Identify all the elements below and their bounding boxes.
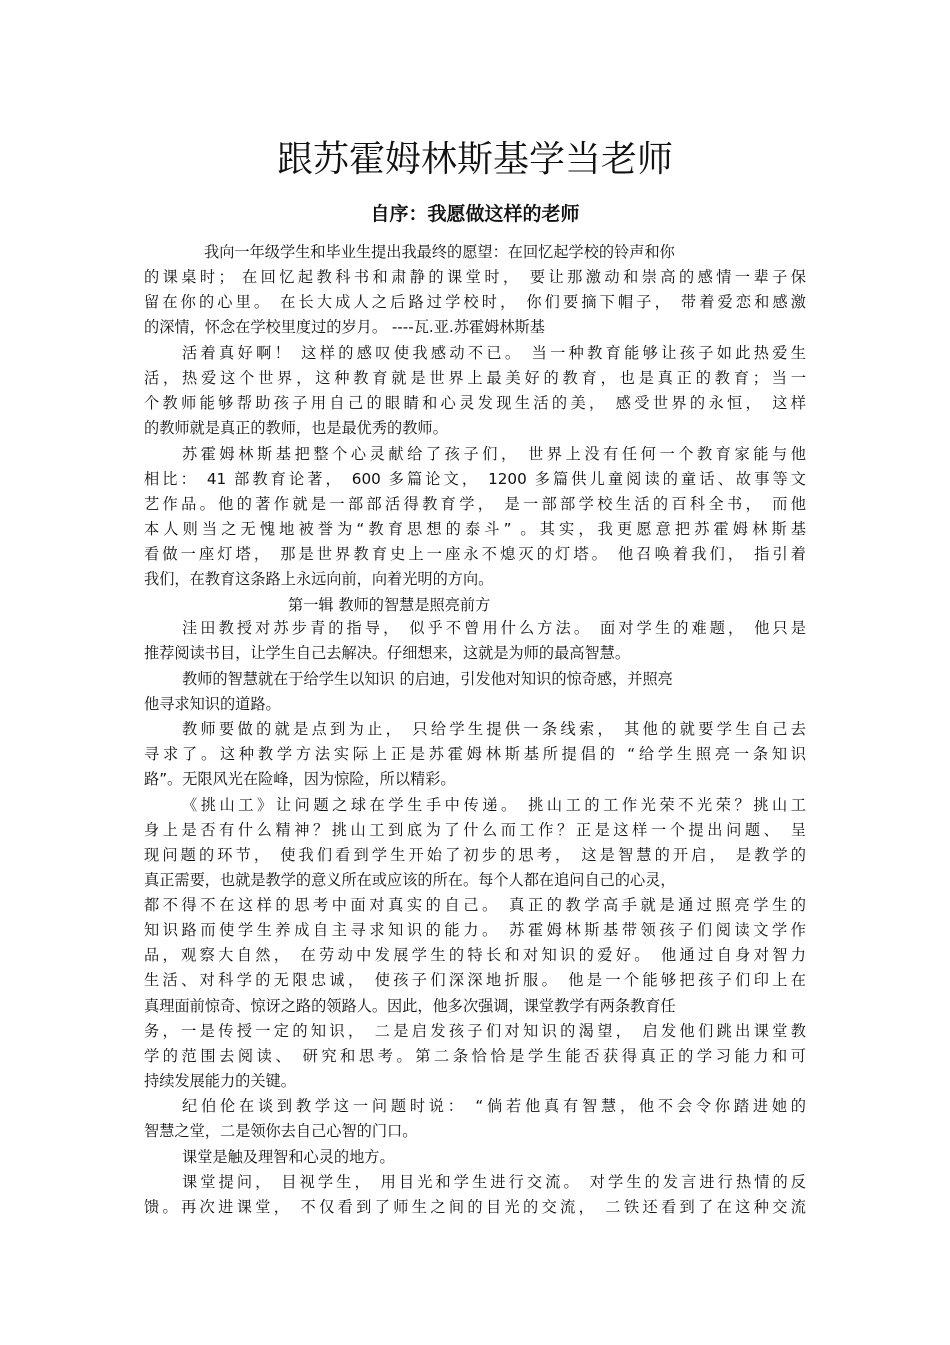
text-line: 活，热爱这个世界，这种教育就是世界上最美好的教育，也是真正的教育；当一 [144, 369, 806, 387]
text-line: 苏霍姆林斯基把整个心灵献给了孩子们， 世界上没有任何一个教育家能与他 [182, 445, 806, 463]
text-line: 他寻求知识的道路。 [144, 695, 281, 713]
text-line: 真理面前惊奇、惊讶之路的领路人。因此，他多次强调，课堂教学有两条教育任 [144, 997, 676, 1015]
text-line: 相比： 41 部教育论著， 600 多篇论文， 1200 多篇供儿童阅读的童话、故事等文 [144, 470, 806, 488]
text-line: 的课桌时； 在回忆起教科书和肃静的课堂时， 要让那激动和崇高的感情一辈子保 [144, 268, 806, 286]
text-line: 留在你的心里。 在长大成人之后路过学校时， 你们要摘下帽子， 带着爱恋和感激 [144, 293, 806, 311]
text-line: 路”。无限风光在险峰，因为惊险，所以精彩。 [144, 770, 456, 788]
text-line: 寻求了。这种教学方法实际上正是苏霍姆林斯基所提倡的 “给学生照亮一条知识 [144, 745, 806, 763]
document-subtitle: 自序：我愿做这样的老师 [370, 203, 580, 225]
text-line: 个教师能够帮助孩子用自己的眼睛和心灵发现生活的美， 感受世界的永恒， 这样 [144, 394, 806, 412]
text-line: 洼田教授对苏步青的指导， 似乎不曾用什么方法。 面对学生的难题， 他只是 [182, 619, 806, 637]
text-line: 真正需要，也就是教学的意义所在或应该的所在。每个人都在追问自己的心灵， [144, 871, 676, 889]
text-line: 课堂提问， 目视学生， 用目光和学生进行交流。 对学生的发言进行热情的反 [182, 1173, 806, 1191]
text-line: 身上是否有什么精神？挑山工到底为了什么而工作？正是这样一个提出问题、 呈 [144, 821, 806, 839]
text-line: 生活、对科学的无限忠诚， 使孩子们深深地折服。 他是一个能够把孩子们印上在 [144, 971, 806, 989]
text-line: 《挑山工》让问题之球在学生手中传递。 挑山工的工作光荣不光荣？挑山工 [182, 796, 806, 814]
text-line: 的教师就是真正的教师，也是最优秀的教师。 [144, 419, 448, 437]
text-line: 的深情，怀念在学校里度过的岁月。 ----瓦.亚.苏霍姆林斯基 [144, 318, 545, 336]
text-line: 务，一是传授一定的知识， 二是启发孩子们对知识的渴望， 启发他们跳出课堂教 [144, 1022, 806, 1040]
text-line: 现问题的环节， 使我们看到学生开始了初步的思考， 这是智慧的开启， 是教学的 [144, 846, 806, 864]
text-line: 教师的智慧就在于给学生以知识 的启迪，引发他对知识的惊奇感，并照亮 [182, 670, 673, 688]
text-line: 都不得不在这样的思考中面对真实的自己。 真正的教学高手就是通过照亮学生的 [144, 896, 806, 914]
text-line: 艺作品。他的著作就是一部部活得教育学， 是一部部学校生活的百科全书， 而他 [144, 495, 806, 513]
text-line: 我向一年级学生和毕业生提出我最终的愿望：在回忆起学校的铃声和你 [204, 243, 675, 261]
text-line: 品，观察大自然， 在劳动中发展学生的特长和对知识的爱好。 他通过自身对智力 [144, 946, 806, 964]
text-line: 智慧之堂，二是领你去自己心智的门口。 [144, 1122, 418, 1140]
document-title: 跟苏霍姆林斯基学当老师 [276, 139, 673, 180]
text-line: 课堂是触及理智和心灵的地方。 [182, 1148, 395, 1166]
text-line: 持续发展能力的关键。 [144, 1072, 296, 1090]
section-heading: 第一辑 教师的智慧是照亮前方 [288, 596, 491, 614]
text-line: 我们，在教育这条路上永远向前，向着光明的方向。 [144, 570, 494, 588]
text-line: 馈。再次进课堂， 不仅看到了师生之间的目光的交流， 二铁还看到了在这种交流 [144, 1198, 806, 1216]
text-line: 纪伯伦在谈到教学这一问题时说： “倘若他真有智慧，他不会令你踏进她的 [182, 1097, 806, 1115]
text-line: 学的范围去阅读、 研究和思考。第二条恰恰是学生能否获得真正的学习能力和可 [144, 1047, 806, 1065]
text-line: 本人则当之无愧地被誉为“教育思想的泰斗” 。其实，我更愿意把苏霍姆林斯基 [144, 520, 806, 538]
text-line: 知识路而使学生养成自主寻求知识的能力。 苏霍姆林斯基带领孩子们阅读文学作 [144, 921, 806, 939]
text-line: 教师要做的就是点到为止， 只给学生提供一条线索， 其他的就要学生自己去 [182, 720, 806, 738]
text-line: 看做一座灯塔， 那是世界教育史上一座永不熄灭的灯塔。 他召唤着我们， 指引着 [144, 545, 806, 563]
text-line: 推荐阅读书目，让学生自己去解决。仔细想来，这就是为师的最高智慧。 [144, 644, 630, 662]
text-line: 活着真好啊！ 这样的感叹使我感动不已。 当一种教育能够让孩子如此热爱生 [182, 344, 806, 362]
